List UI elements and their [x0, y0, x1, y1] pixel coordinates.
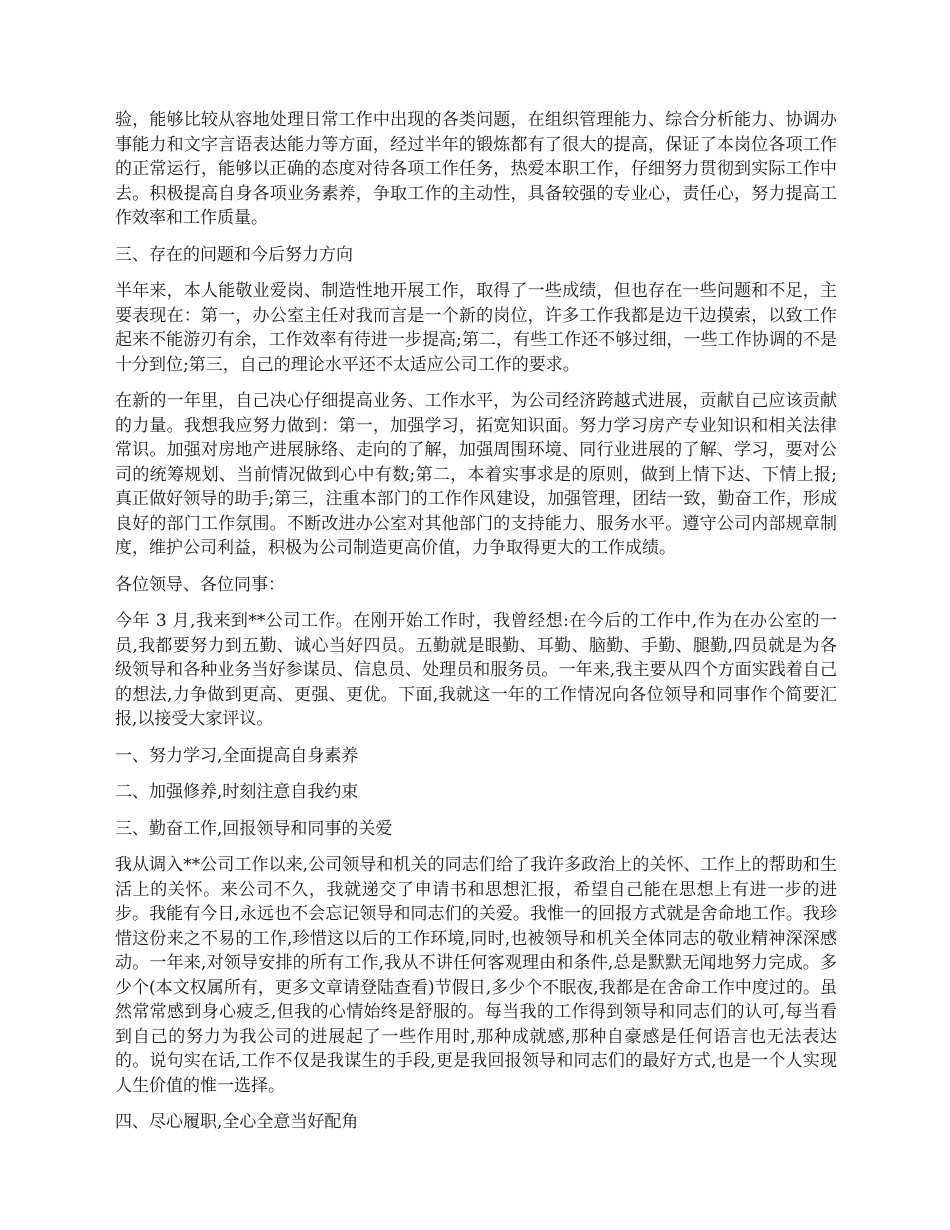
- section-heading: 三、存在的问题和今后努力方向: [115, 244, 353, 265]
- salutation: 各位领导、各位同事：: [115, 574, 285, 595]
- paragraph: 今年 3 月,我来到**公司工作。在刚开始工作时，我曾经想:在今后的工作中,作为在办公室的一员,我都要努力到五勤、诚心当好四员。五勤就是眼勤、耳勤、脑勤、手勤、腿勤,四员就是为各级领导和各种业务当好参谋员、信息员、处理员和服务员。一年来,我主要从四个方面实践着自己的想法,力争做到更高、更强、更优。下面,我就这一年的工作情况向各位领导和同事作个简要汇报,以接受大家评议。: [115, 611, 837, 729]
- paragraph: 在新的一年里，自己决心仔细提高业务、工作水平，为公司经济跨越式进展，贡献自己应该贡献的力量。我想我应努力做到：第一，加强学习，拓宽知识面。努力学习房产专业知识和相关法律常识。加强对房地产进展脉络、走向的了解，加强周围环境、同行业进展的了解、学习，要对公司的统筹规划、当前情况做到心中有数;第二，本着实事求是的原则，做到上情下达、下情上报;真正做好领导的助手;第三，注重本部门的工作作风建设，加强管理，团结一致，勤奋工作，形成良好的部门工作氛围。不断改进办公室对其他部门的支持能力、服务水平。遵守公司内部规章制度，维护公司利益，积极为公司制造更高价值，力争取得更大的工作成绩。: [115, 391, 837, 558]
- paragraph: 验，能够比较从容地处理日常工作中出现的各类问题，在组织管理能力、综合分析能力、协调办事能力和文字言语表达能力等方面，经过半年的锻炼都有了很大的提高，保证了本岗位各项工作的正常运行，能够以正确的态度对待各项工作任务，热爱本职工作，仔细努力贯彻到实际工作中去。积极提高自身各项业务素养，争取工作的主动性，具备较强的专业心，责任心，努力提高工作效率和工作质量。: [115, 110, 837, 228]
- section-heading: 三、勤奋工作,回报领导和同事的关爱: [115, 818, 393, 839]
- section-heading: 二、加强修养,时刻注意自我约束: [115, 782, 359, 802]
- document-page: [115, 108, 837, 1147]
- paragraph: 我从调入**公司工作以来,公司领导和机关的同志们给了我许多政治上的关怀、工作上的帮助和生活上的关怀。来公司不久，我就递交了申请书和思想汇报，希望自己能在思想上有进一步的进步。我能有今日,永远也不会忘记领导和同志们的关爱。我惟一的回报方式就是舍命地工作。我珍惜这份来之不易的工作,珍惜这以后的工作环境,同时,也被领导和机关全体同志的敬业精神深深感动。一年来,对领导安排的所有工作,我从不讲任何客观理由和条件,总是默默无闻地努力完成。多少个(本文权属所有，更多文章请登陆查看)节假日,多少个不眠夜,我都是在舍命工作中度过的。虽然常常感到身心疲乏,但我的心情始终是舒服的。每当我的工作得到领导和同志们的认可,每当看到自己的努力为我公司的进展起了一些作用时,那种成就感,那种自豪感是任何语言也无法表达的。说句实在话,工作不仅是我谋生的手段,更是我回报领导和同志们的最好方式,也是一个人实现人生价值的惟一选择。: [115, 855, 837, 1096]
- section-heading: 一、努力学习,全面提高自身素养: [115, 745, 359, 766]
- paragraph: 半年来，本人能敬业爱岗、制造性地开展工作，取得了一些成绩，但也存在一些问题和不足，主要表现在：第一，办公室主任对我而言是一个新的岗位，许多工作我都是边干边摸索，以致工作起来不能游刃有余，工作效率有待进一步提高;第二，有些工作还不够过细，一些工作协调的不是十分到位;第三，自己的理论水平还不太适应公司工作的要求。: [115, 281, 837, 375]
- section-heading: 四、尽心履职,全心全意当好配角: [115, 1112, 359, 1132]
